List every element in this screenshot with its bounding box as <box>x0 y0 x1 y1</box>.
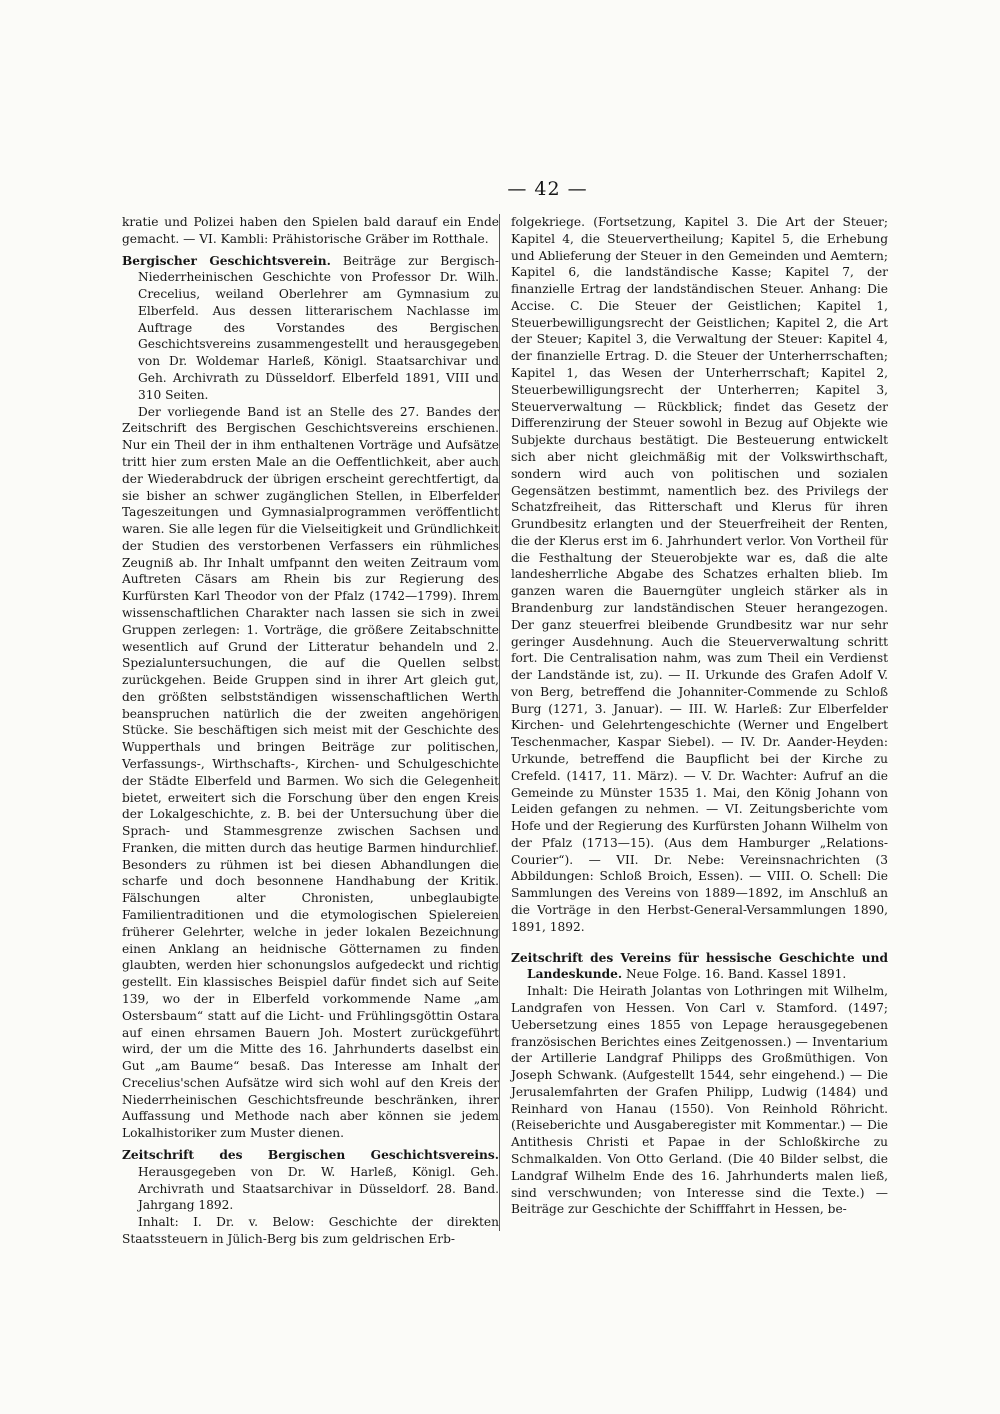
paragraph: Inhalt: Die Heirath Jolantas von Lothringen mit Wilhelm, Landgrafen von Hessen. Von Carl v. Stamford. (1497; Uebersetzung eines 1855 von Lepage herausgegebenen französischen Berichtes eines Zeitgenossen.) — Inventarium der Artillerie Landgraf Philipps des Großmüthigen. Von Joseph Schwank. (Aufgestellt 1544, sehr eingehend.) — Die Jerusalemfahrten der Grafen Philipp, Ludwig (1484) und Reinhard von Hanau (1550). Von Reinhold Röhricht. (Reiseberichte und Ausgaberegister mit Kommentar.) — Die Antithesis Christi et Papae in der Schloßkirche zu Schmalkalden. Von Otto Gerland. (Die 40 Bilder selbst, die Landgraf Wilhelm Ende des 16. Jahrhunderts malen ließ, sind verschwunden; von Interesse sind die Texte.) — Beiträge zur Geschichte der Schifffahrt in Hessen, be- <box>511 984 888 1217</box>
review-entry <box>122 1147 499 1214</box>
paragraph: kratie und Polizei haben den Spielen bald darauf ein Ende gemacht. — VI. Kambli: Prähistorische Gräber im Rotthale. <box>122 215 499 246</box>
column-divider <box>499 214 500 1231</box>
paragraph: folgekriege. (Fortsetzung, Kapitel 3. Die Art der Steuer; Kapitel 4, die Steuervertheilung; Kapitel 5, die Erhebung und Ablieferung der Steuer in den Gemeinden und Aemtern; Kapitel 6, die landständische Kasse; Kapitel 7, der finanzielle Ertrag der landständischen Steuer. Anhang: Die Accise. C. Die Steuer der Geistlichen; Kapitel 1, Steuerbewilligungsrecht der Geistlichen; Kapitel 2, die Art der Steuer; Kapitel 3, die Verwaltung der Steuer: Kapitel 4, der finanzielle Ertrag. D. die Steuer der Unterherrschaften; Kapitel 1, das Wesen der Unterherrschaft; Kapitel 2, Steuerbewilligungsrecht der Unterherren; Kapitel 3, Steuerverwaltung — Rückblick; findet das Gesetz der Differenzirung der Steuer sowohl in Bezug auf Objekte wie Subjekte durchaus bestätigt. Die Besteuerung entwickelt sich aber nicht gleichmäßig mit der Volkswirthschaft, sondern wird auch von politischen und sozialen Gegensätzen bestimmt, namentlich bez. des Privilegs der Schatzfreiheit, das Ritterschaft und Klerus für ihren Grundbesitz erlangten und der Steuerfreiheit der Renten, die der Klerus erst im 6. Jahrhundert verlor. Von Vortheil für die Festhaltung der Steuerobjekte war es, daß die alte landesherrliche Abgabe des Schatzes erhalten blieb. Im ganzen waren die Bauerngüter ungleich stärker als in Brandenburg zur landständischen Steuer herangezogen. Der ganz steuerfrei bleibende Grundbesitz war nur sehr geringer Ausdehnung. Auch die Steuerverwaltung schritt fort. Die Centralisation nahm, was zum Theil ein Verdienst der Landstände ist, zu). — II. Urkunde des Grafen Adolf V. von Berg, betreffend die Johanniter-Commende zu Schloß Burg (1271, 3. Januar). — III. W. Harleß: Zur Elberfelder Kirchen- und Gelehrtengeschichte (Werner und Engelbert Teschenmacher, Kaspar Siebel). — IV. Dr. Aander-Heyden: Urkunde, betreffend die Baupflicht bei der Kirche zu Crefeld. (1417, 11. März). — V. Dr. Wachter: Aufruf an die Gemeinde zu Münster 1535 1. Mai, den König Johann von Leiden gefangen zu nehmen. — VI. Zeitungsberichte vom Hofe und der Regierung des Kurfürsten Johann Wilhelm von der Pfalz (1713—15). (Aus dem Hamburger „Relations-Courier“). — VII. Dr. Nebe: Vereinsnachrichten (3 Abbildungen: Schloß Broich, Essen). — VIII. O. Schell: Die Sammlungen des Vereins von 1889—1892, im Anschluß an die Vorträge in den Herbst-General-Versammlungen 1890, 1891, 1892. <box>511 215 888 934</box>
page-number: — 42 — <box>507 178 588 200</box>
entry-title: Zeitschrift des Bergischen Geschichtsvereins. <box>122 1147 499 1162</box>
paragraph: Der vorliegende Band ist an Stelle des 27. Bandes der Zeitschrift des Bergischen Geschichtsvereins erschienen. Nur ein Theil der in ihm enthaltenen Vorträge und Aufsätze tritt hier zum ersten Male an die Oeffentlichkeit, aber auch der Wiederabdruck der übrigen erscheint gerechtfertigt, da sie bisher an schwer zugänglichen Stellen, in Elberfelder Tageszeitungen und Gymnasialprogrammen veröffentlicht waren. Sie alle legen für die Vielseitigkeit und Gründlichkeit der Studien des verstorbenen Verfassers ein rühmliches Zeugniß ab. Ihr Inhalt umfpannt den weiten Zeitraum vom Auftreten Cäsars am Rhein bis zur Regierung des Kurfürsten Karl Theodor von der Pfalz (1742—1799). Ihrem wissenschaftlichen Charakter nach lassen sie sich in zwei Gruppen zerlegen: 1. Vorträge, die größere Zeitabschnitte wesentlich auf Grund der Litteratur behandeln und 2. Spezialuntersuchungen, die auf die Quellen selbst zurückgehen. Beide Gruppen sind in ihrer Art gleich gut, den größten selbstständigen wissenschaftlichen Werth beanspruchen natürlich die der zweiten angehörigen Stücke. Sie beschäftigen sich meist mit der Geschichte des Wupperthals und bringen Beiträge zur politischen, Verfassungs-, Wirthschafts-, Kirchen- und Schulgeschichte der Städte Elberfeld und Barmen. Wo sich die Gelegenheit bietet, erweitert sich die Forschung über den engen Kreis der Lokalgeschichte, z. B. bei der Untersuchung über die Sprach- und Stammesgrenze zwischen Sachsen und Franken, die mitten durch das heutige Barmen hindurchlief. Besonders zu rühmen ist bei diesen Abhandlungen die scharfe und doch besonnene Handhabung der Kritik. Fälschungen alter Chronisten, unbeglaubigte Familientraditionen und die etymologischen Spielereien früherer Gelehrter, welche in jeder lokalen Bezeichnung einen Anklang an heidnische Götternamen zu finden glaubten, werden hier schonungslos aufgedeckt und richtig gestellt. Ein klassisches Beispiel dafür findet sich auf Seite 139, wo der in Elberfeld vorkommende Name „am Ostersbaum“ statt auf die Licht- und Frühlingsgöttin Ostara auf einen ehrsamen Bauern Joh. Mostert zurückgeführt wird, der um die Mitte des 16. Jahrhunderts daselbst ein Gut „am Baume“ besaß. Das Interesse am Inhalt der Crecelius'schen Aufsätze wird sich wohl auf den Kreis der Niederrheinischen Geschichtsfreunde beschränken, ihrer Auffassung und Methode nach aber können sie jedem Lokalhistoriker zum Muster dienen. <box>122 404 499 1141</box>
left-column <box>122 214 499 1248</box>
paragraph: Inhalt: I. Dr. v. Below: Geschichte der direkten Staatssteuern in Jülich-Berg bis zum geldrischen Erb- <box>122 1215 499 1246</box>
entry-title: Bergischer Geschichtsverein. <box>122 253 331 268</box>
review-entry <box>511 950 888 984</box>
entry-title: Zeitschrift des Vereins für hessische Geschichte und Landeskunde. <box>511 950 888 982</box>
review-entry <box>122 253 499 404</box>
entry-body: Neue Folge. 16. Band. Kassel 1891. <box>626 967 847 982</box>
right-column <box>511 214 888 1218</box>
entry-body: Beiträge zur Bergisch-Niederrheinischen Geschichte von Professor Dr. Wilh. Crecelius, weiland Oberlehrer am Gymnasium zu Elberfeld. Aus dessen litterarischem Nachlasse im Auftrage des Vorstandes des Bergischen Geschichtsvereins zusammengestellt und herausgegeben von Dr. Woldemar Harleß, Königl. Staatsarchivar und Geh. Archivrath zu Düsseldorf. Elberfeld 1891, VIII und 310 Seiten. <box>138 253 499 402</box>
entry-body: Herausgegeben von Dr. W. Harleß, Königl. Geh. Archivrath und Staatsarchivar in Düsseldorf. 28. Band. Jahrgang 1892. <box>138 1164 499 1213</box>
